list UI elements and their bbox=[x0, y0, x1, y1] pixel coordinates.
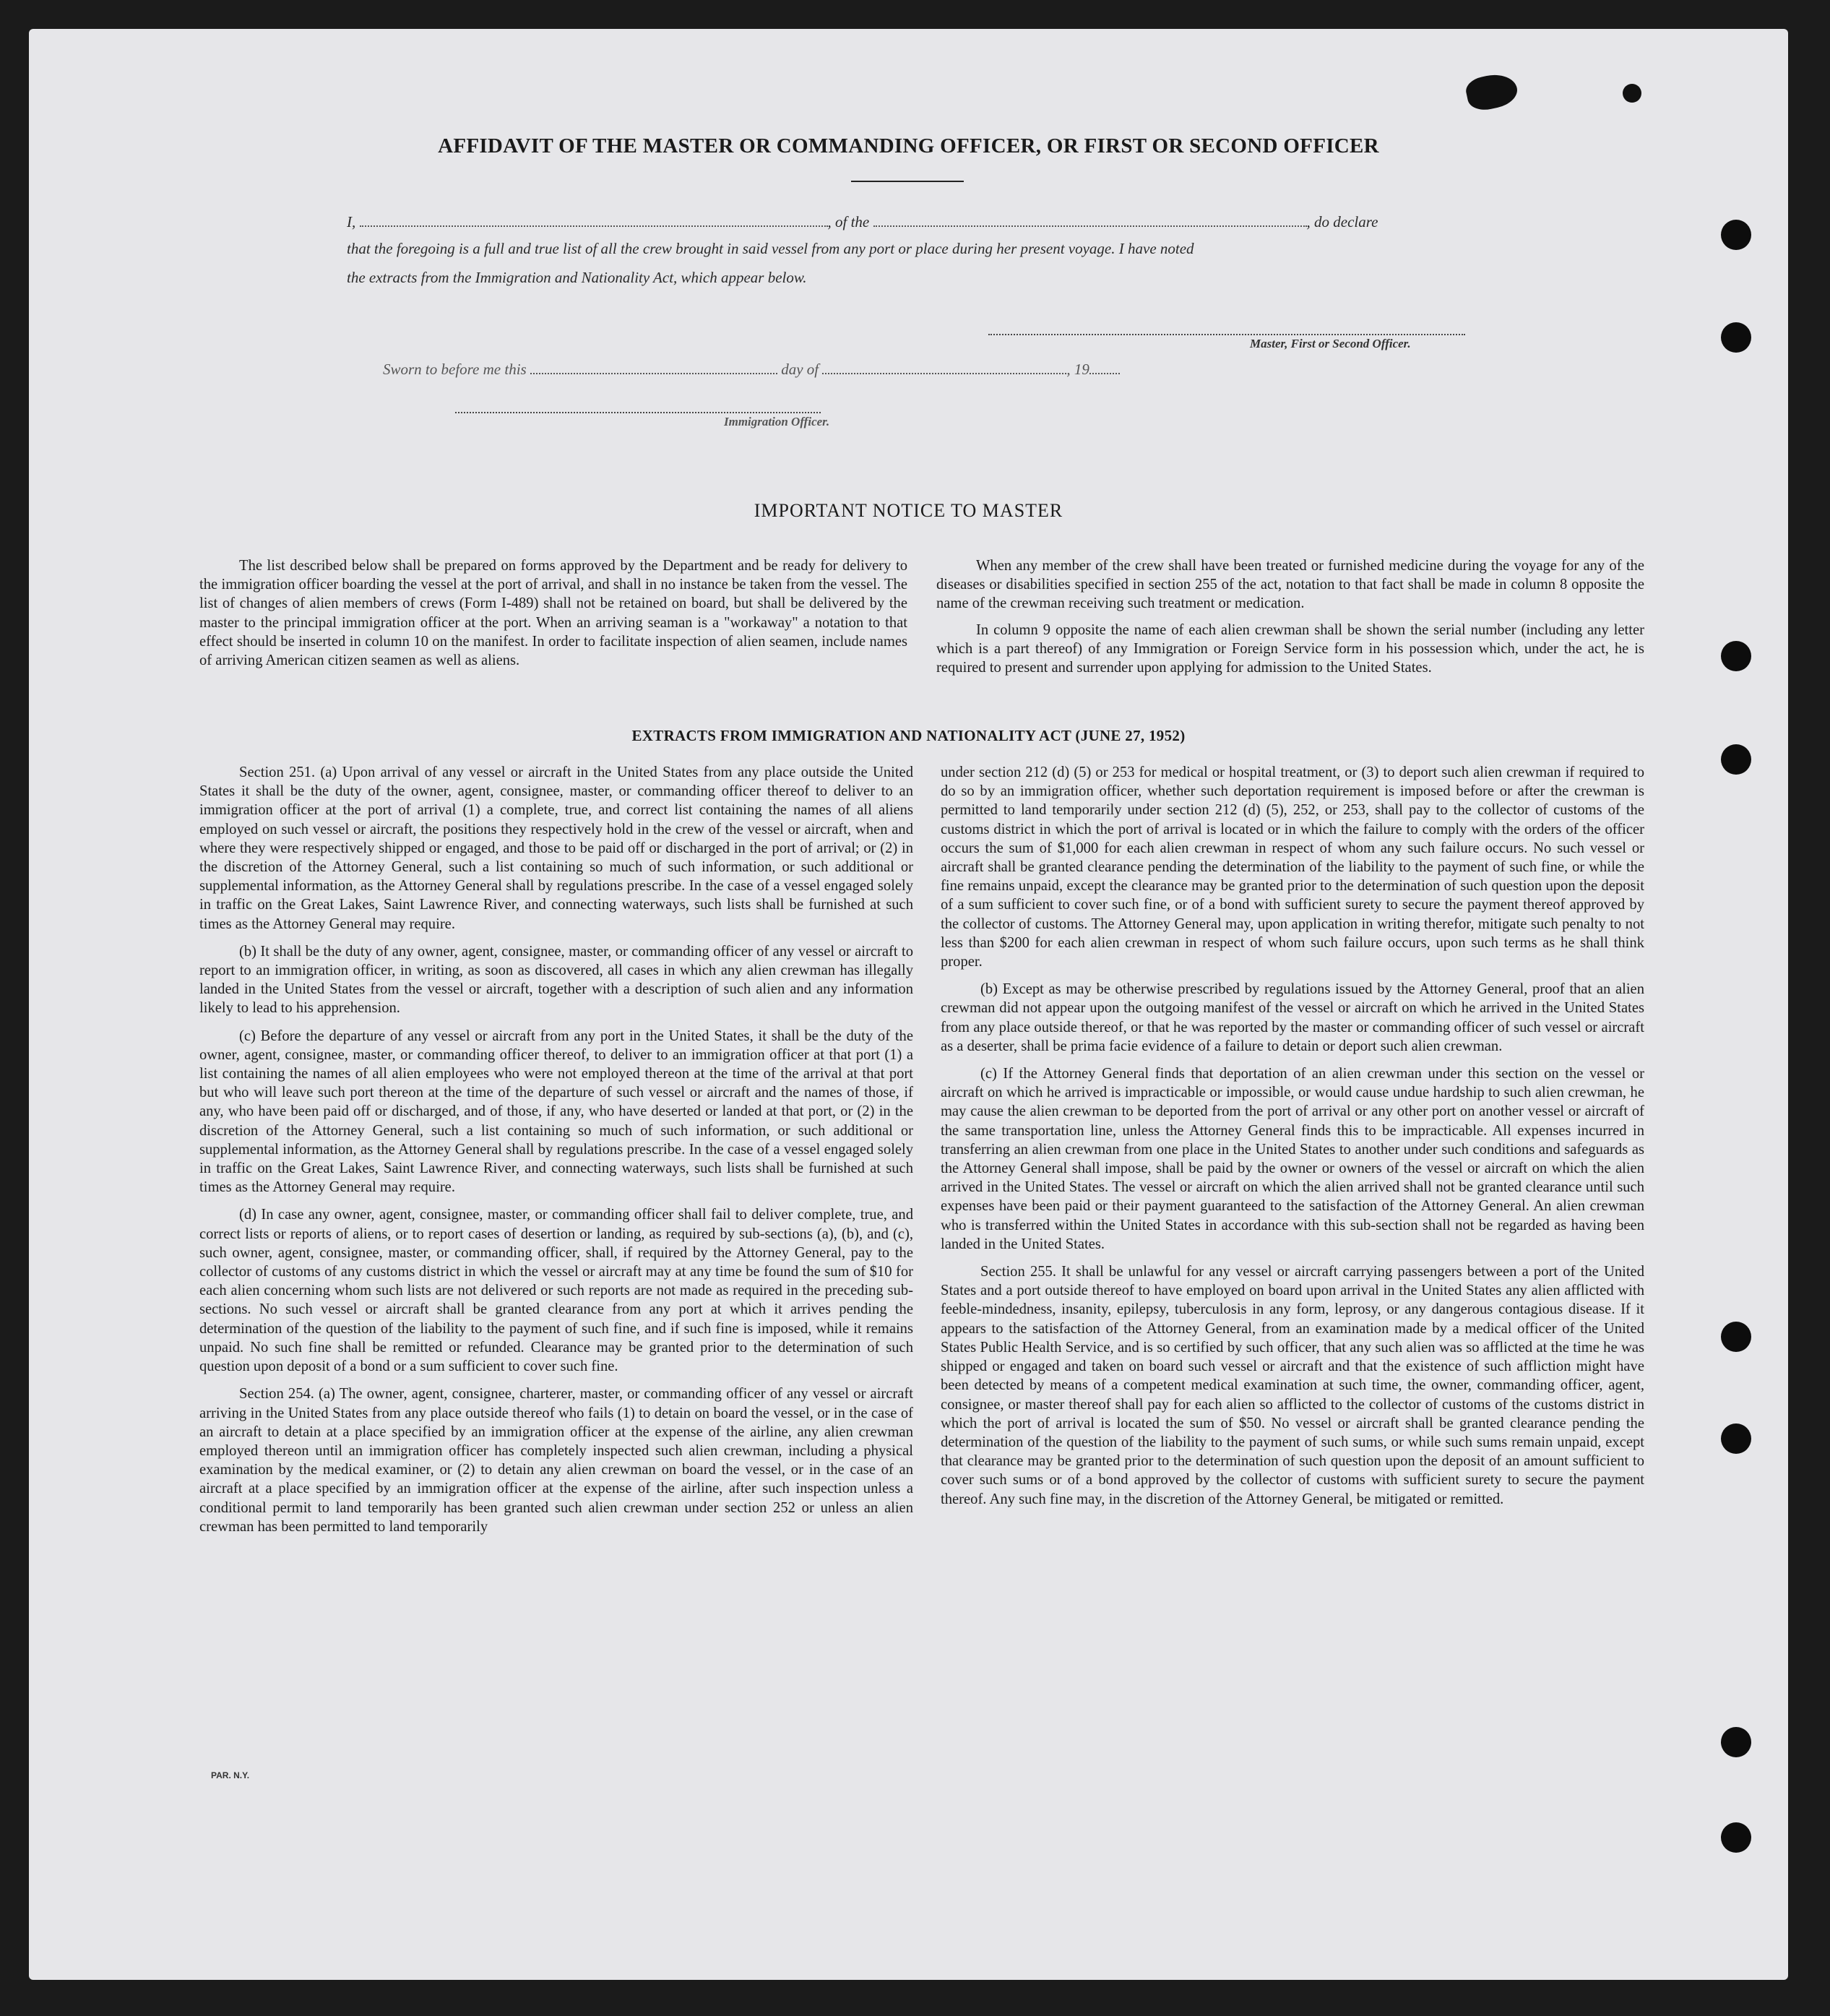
sworn-month-field[interactable] bbox=[822, 358, 1066, 374]
of-the-label: , of the bbox=[827, 213, 870, 231]
master-signature-line[interactable] bbox=[988, 334, 1465, 335]
vessel-field[interactable] bbox=[873, 211, 1307, 227]
name-field[interactable] bbox=[360, 211, 828, 227]
section-251-d: (d) In case any owner, agent, consignee, master, or commanding officer shall fail to deliver complete, true, and correct lists or reports of aliens, or to report cases of desertion or landing, as required by sub-sections (a), (b), and (c), such owner, agent, consignee, master, or commanding officer, shall, if required by the Attorney General, pay to the collector of customs of any customs district in which the vessel or aircraft may at any time be found the sum of $10 for each alien concerning whom such lists are not delivered or such reports are not made as required in the preceding sub-sections. No such vessel or aircraft shall be granted clearance from any port at which it arrives pending the determination of the question of the liability to the payment of such fine, and if such fine is imposed, while it remains unpaid. No such fine shall be remitted or refunded. Clearance may be granted prior to the determination of such question upon deposit of a bond or a sum sufficient to cover such fine. bbox=[199, 1207, 913, 1375]
sworn-line bbox=[383, 358, 1250, 379]
sworn-year-field[interactable] bbox=[1089, 358, 1120, 374]
officer-signature-line[interactable] bbox=[455, 412, 821, 413]
notice-right-paragraph-2: In column 9 opposite the name of each alien crewman shall be shown the serial number (including any letter which is a part thereof) of any Immigration or Foreign Service form in his possession which, under the act, he is required to present and surrender upon applying for admission to the United States. bbox=[936, 621, 1644, 676]
punch-hole bbox=[1721, 1822, 1751, 1853]
notice-left-column bbox=[199, 556, 907, 677]
punch-hole bbox=[1721, 220, 1751, 250]
section-254-b: (b) Except as may be otherwise prescribed by regulations issued by the Attorney General, proof that an alien crewman did not appear upon the outgoing manifest of the vessel or aircraft on which he arrived in the United States from any place outside thereof, or that he was reported by the master or commanding officer of such vessel or aircraft as a deserter, shall be prima facie evidence of a failure to detain or deport such alien crewman. bbox=[941, 981, 1644, 1054]
title-rule bbox=[851, 181, 964, 182]
declaration-line-3: the extracts from the Immigration and Nationality Act, which appear below. bbox=[347, 269, 807, 286]
punch-hole bbox=[1721, 1727, 1751, 1757]
section-251-a: Section 251. (a) Upon arrival of any vessel or aircraft in the United States from any place outside the United States it shall be the duty of the owner, agent, consignee, master, or commanding officer thereof to deliver to an immigration officer at the port of arrival (1) a complete, true, and correct list containing the names of all aliens employed on such vessel or aircraft, the positions they respectively hold in the crew of the vessel or aircraft, when and where they were respectively shipped or engaged, and those to be paid off or discharged in the port of arrival; or (2) in the discretion of the Attorney General, such a list containing so much of such information, or such additional or supplemental information, as the Attorney General shall by regulations prescribe. In the case of a vessel engaged solely in traffic on the Great Lakes, Saint Lawrence River, and connecting waterways, such lists shall be furnished at such times as the Attorney General may require. bbox=[199, 764, 913, 932]
sworn-label: Sworn to before me this bbox=[383, 361, 527, 378]
notice-left-paragraph: The list described below shall be prepared on forms approved by the Department and be ready for delivery to the immigration officer boarding the vessel at the port of arrival, and shall in no instance be taken from the vessel. The list of changes of alien members of crews (Form I-489) shall not be retained on board, but shall be delivered by the master to the principal immigration officer at the port. When an arriving seaman is a "workaway" a notation to that effect should be inserted in column 10 on the manifest. In order to facilitate inspection of alien seamen, include names of arriving American citizen seamen as well as aliens. bbox=[199, 558, 907, 669]
punch-hole bbox=[1721, 744, 1751, 775]
master-signature-label: Master, First or Second Officer. bbox=[1250, 337, 1411, 350]
notice-title: IMPORTANT NOTICE TO MASTER bbox=[754, 500, 1063, 521]
declaration-line-1 bbox=[347, 211, 1495, 231]
extracts-title: EXTRACTS FROM IMMIGRATION AND NATIONALITY ACT (JUNE 27, 1952) bbox=[631, 727, 1186, 744]
punch-hole bbox=[1721, 322, 1751, 353]
section-251-c: (c) Before the departure of any vessel or aircraft from any port in the United States, it shall be the duty of the owner, agent, consignee, master, or commanding officer thereof, to deliver to an immigration officer at that port (1) a list containing the names of all alien employees who were not employed thereon at the time of the arrival at that port but who will leave such port thereon at the time of the departure of such vessel or aircraft and the names of those, if any, who have been paid off or discharged, and of those, if any, who have deserted or landed at that port, or (2) in the discretion of the Attorney General, such a list containing so much of such information, or such additional or supplemental information, as the Attorney General shall by regulations prescribe. In the case of a vessel engaged solely in traffic on the Great Lakes, Saint Lawrence River, and connecting waterways, such lists shall be furnished at such times as the Attorney General may require. bbox=[199, 1028, 913, 1196]
affidavit-title: AFFIDAVIT OF THE MASTER OR COMMANDING OFFICER, OR FIRST OR SECOND OFFICER bbox=[438, 134, 1379, 158]
section-254-c: (c) If the Attorney General finds that deportation of an alien crewman under this section on the vessel or aircraft on which he arrived is impracticable or impossible, or would cause undue hardship to such alien crewman, he may cause the alien crewman to be deported from the port of arrival or any other port on another vessel or aircraft of the same transportation line, unless the Attorney General finds this to be impracticable. All expenses incurred in transferring an alien crewman from one place in the United States to another under such conditions and safeguards as the Attorney General shall impose, shall be paid by the owner or owners of the vessel or aircraft on which the alien arrived in the United States. The vessel or aircraft on which the alien arrived shall not be granted clearance until such expenses have been paid or their payment guaranteed to the satisfaction of the Attorney General. An alien crewman who is transferred within the United States in accordance with this sub-section shall not be regarded as having been landed in the United States. bbox=[941, 1066, 1644, 1252]
punch-hole bbox=[1721, 1322, 1751, 1352]
section-255: Section 255. It shall be unlawful for any vessel or aircraft carrying passengers between a port of the United States and a port outside thereof to have employed on board upon arrival in the United States any alien afflicted with feeble-mindedness, insanity, epilepsy, tuberculosis in any form, leprosy, or any dangerous contagious disease. If it appears to the satisfaction of the Attorney General, from an examination made by a medical officer of the United States Public Health Service, and is so certified by such officer, that any such alien was so afflicted at the time he was shipped or engaged and taken on board such vessel or aircraft and that the existence of such affliction might have been detected by means of a competent medical examination at such time, the owner, commanding officer, agent, consignee, or master thereof shall pay for each alien so afflicted to the collector of customs of the customs district in which the port of arrival is located the sum of $50. No vessel or aircraft shall be granted clearance pending the determination of the question of the liability to the payment of such sums, or while such sums remain unpaid, except that clearance may be granted prior to the determination of such question upon the deposit of an amount sufficient to cover such sums or of a bond approved by the collector of customs with sufficient surety to secure the payment thereof. Any such fine may, in the discretion of the Attorney General, be mitigated or remitted. bbox=[941, 1264, 1644, 1507]
day-of-label: day of bbox=[781, 361, 819, 378]
officer-signature-label: Immigration Officer. bbox=[724, 415, 830, 428]
form-page bbox=[29, 29, 1788, 1980]
section-254-a: Section 254. (a) The owner, agent, consignee, charterer, master, or commanding officer of any vessel or aircraft arriving in the United States from any place outside thereof who fails (1) to detain on board the vessel, or in the case of an aircraft to detain at a place specified by an immigration officer at the expense of the airline, any alien crewman employed thereon until an immigration officer has completely inspected such alien crewman, including a physical examination by the medical examiner, or (2) to detain any alien crewman on board the vessel, or in the case of an aircraft at a place specified by an immigration officer at the expense of the airline, after such inspection unless a conditional permit to land temporarily has been granted such alien crewman under section 252 or unless an alien crewman has been permitted to land temporarily bbox=[199, 1386, 913, 1535]
ink-dot bbox=[1623, 84, 1641, 103]
punch-hole bbox=[1721, 1423, 1751, 1454]
ink-blot bbox=[1464, 70, 1520, 113]
section-254-a-cont: under section 212 (d) (5) or 253 for medical or hospital treatment, or (3) to deport such alien crewman if required to do so by an immigration officer, whether such deportation requirement is imposed before or after the crewman is permitted to land temporarily under section 212 (d) (5), 252, or 253, shall pay to the collector of customs of the customs district in which the port of arrival is located or in which the failure to comply with the orders of the officer occurs the sum of $1,000 for each alien crewman in respect of whom any such failure occurs. No such vessel or aircraft shall be granted clearance pending the determination of the liability to the payment of such fine, or while the fine remains unpaid, except the clearance may be granted prior to the determination of such question upon the deposit of a sum sufficient to cover such fine, or of a bond with sufficient surety to secure the payment thereof approved by the collector of customs. The Attorney General may, upon application in writing therefor, mitigate such penalty to not less than $200 for each alien crewman in respect of whom such failure occurs, upon such terms as he shall think proper. bbox=[941, 764, 1644, 970]
year-label: , 19 bbox=[1066, 361, 1089, 378]
extracts-right-column bbox=[941, 763, 1644, 1517]
notice-right-column bbox=[936, 556, 1644, 684]
punch-hole bbox=[1721, 641, 1751, 671]
declaration-line-2: that the foregoing is a full and true list of all the crew brought in said vessel from any port or place during her present voyage. I have noted bbox=[347, 240, 1194, 257]
extracts-left-column bbox=[199, 763, 913, 1536]
section-251-b: (b) It shall be the duty of any owner, agent, consignee, master, or commanding officer of any vessel or aircraft to report to an immigration officer, in writing, as soon as discovered, all cases in which any alien crewman has illegally landed in the United States from the vessel or aircraft, together with a description of such alien and any information likely to lead to his apprehension. bbox=[199, 943, 913, 1017]
sworn-day-field[interactable] bbox=[530, 358, 777, 374]
declare-start: I, bbox=[347, 213, 356, 231]
notice-right-paragraph-1: When any member of the crew shall have been treated or furnished medicine during the voyage for any of the diseases or disabilities specified in section 255 of the act, notation to that fact shall be made in column 8 opposite the name of the crewman receiving such treatment or medication. bbox=[936, 558, 1644, 612]
printer-mark: PAR. N.Y. bbox=[211, 1770, 250, 1780]
do-declare-label: , do declare bbox=[1306, 213, 1378, 231]
